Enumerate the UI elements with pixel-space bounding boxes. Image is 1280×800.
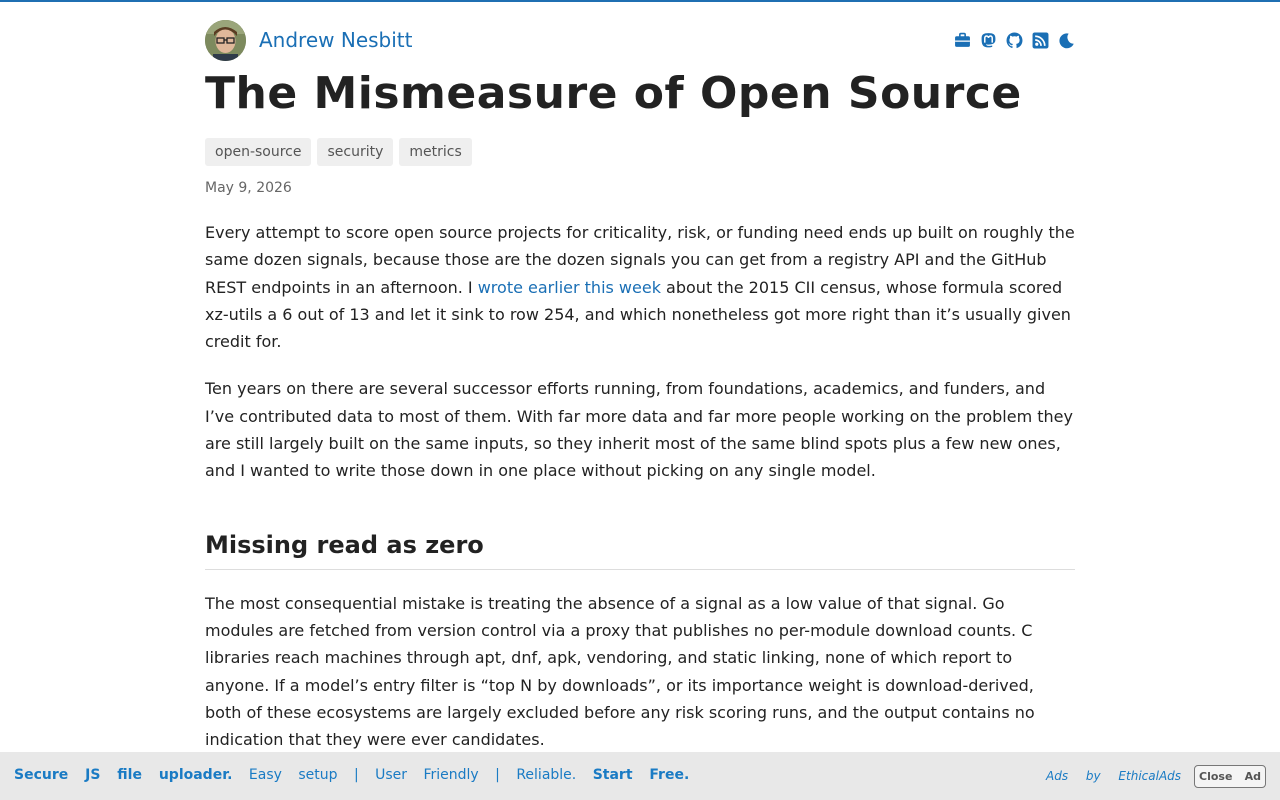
- ad-text[interactable]: [14, 767, 689, 783]
- tag-open-source[interactable]: open-source: [205, 138, 311, 166]
- tag-metrics[interactable]: metrics: [399, 138, 471, 166]
- tag-list: [205, 138, 472, 166]
- page-title: The Mismeasure of Open Source: [205, 68, 1022, 119]
- avatar[interactable]: [205, 20, 246, 61]
- author-link[interactable]: Andrew Nesbitt: [259, 28, 413, 52]
- ad-close-label: Close: [1199, 770, 1233, 783]
- earlier-post-link[interactable]: wrote earlier this week: [477, 277, 661, 297]
- briefcase-icon[interactable]: [954, 32, 971, 49]
- ad-bar: [0, 752, 1280, 800]
- paragraph-1-text-a: Every attempt to score open source projects for criticality, risk, or funding need ends up built on roughly the same dozen signals, because those are the dozen signals you can get from a registry API and the GitHub REST endpoints in an afternoon. I: [205, 223, 1075, 297]
- github-icon[interactable]: [1006, 32, 1023, 49]
- paragraph-2: Ten years on there are several successor efforts running, from foundations, academics, and funders, and I’ve contributed data to most of them. With far more data and far more people working on the problem they are still largely built on the same inputs, so they inherit most of the same blind spots plus a few new ones, and I wanted to write those down in one place without picking on any single model.: [205, 379, 1073, 481]
- ad-text-normal: Easy setup | User Friendly | Reliable.: [248, 767, 577, 783]
- ads-by-ethicalads[interactable]: Ads by EthicalAds: [1046, 769, 1182, 783]
- ad-label: Ad: [1244, 770, 1261, 783]
- ad-close-button[interactable]: [1194, 765, 1266, 788]
- mastodon-icon[interactable]: [980, 32, 997, 49]
- rss-icon[interactable]: [1032, 32, 1049, 49]
- page-container: [205, 0, 1075, 750]
- ad-text-bold-1: Secure JS file uploader.: [14, 767, 233, 783]
- paragraph-1: [205, 219, 1075, 355]
- ad-text-bold-2: Start Free.: [592, 767, 690, 783]
- section-heading: Missing read as zero: [205, 531, 1075, 570]
- social-links: [954, 32, 1075, 49]
- tag-security[interactable]: security: [317, 138, 393, 166]
- post-date: May 9, 2026: [205, 180, 292, 196]
- post-content: [205, 219, 1075, 773]
- moon-icon[interactable]: [1058, 32, 1075, 49]
- paragraph-3: The most consequential mistake is treating the absence of a signal as a low value of that signal. Go modules are fetched from version control via a proxy that publishes no per-module download counts. C libraries reach machines through apt, dnf, apk, vendoring, and static linking, none of which report to anyone. If a model’s entry filter is “top N by downloads”, or its importance weight is download-derived, both of these ecosystems are largely excluded before any risk scoring runs, and the output contains no indication that they were ever candidates.: [205, 593, 1035, 750]
- paragraph-1-text-b: about the 2015 CII census, whose formula scored xz-utils a 6 out of 13 and let it sink to row 254, and which nonetheless got more right than it’s usually given credit for.: [205, 277, 1071, 352]
